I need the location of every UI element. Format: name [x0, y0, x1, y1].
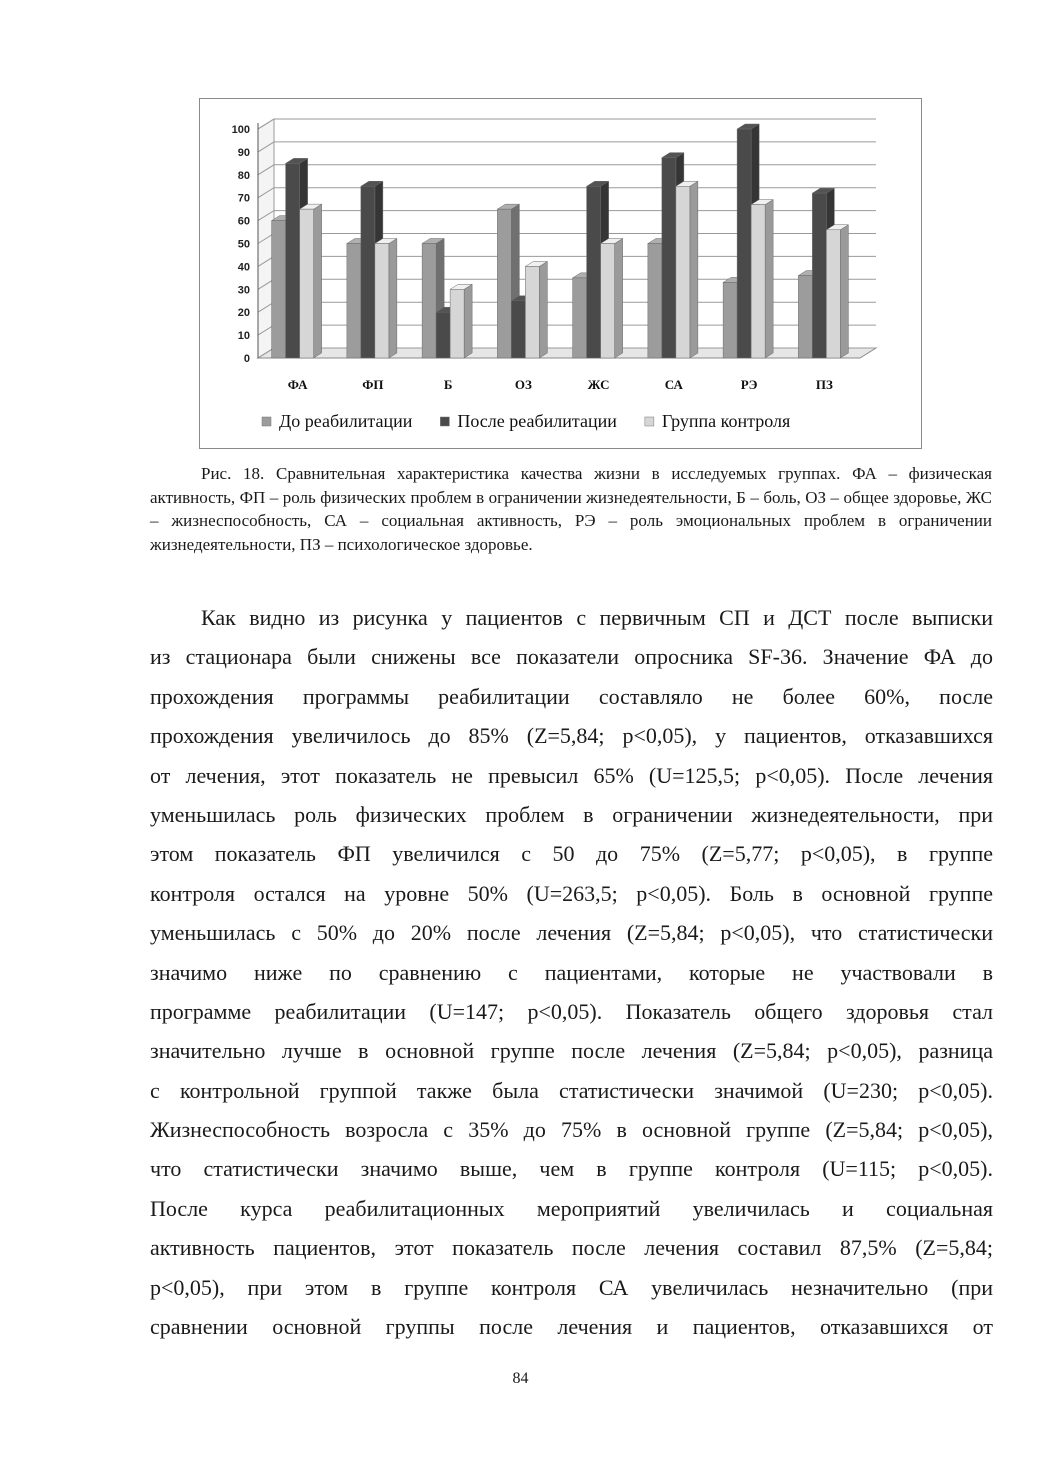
legend-swatch	[262, 417, 271, 426]
bar-chart	[199, 98, 922, 449]
bar-side	[765, 200, 773, 358]
bar	[662, 158, 676, 358]
x-tick-label: ФА	[287, 377, 308, 392]
page-number: 84	[512, 1370, 529, 1387]
body-line: прохождения программы реабилитации составляло не более 60%, после	[150, 683, 993, 709]
bar	[723, 282, 737, 358]
legend-swatch	[440, 417, 449, 426]
bar	[737, 129, 751, 358]
y-tick-label: 80	[237, 169, 250, 182]
bar	[375, 244, 389, 359]
y-tick-label: 100	[231, 124, 250, 136]
gridline	[258, 211, 876, 221]
y-tick-label: 30	[237, 284, 250, 297]
body-text	[150, 598, 993, 1346]
x-tick-label: РЭ	[740, 377, 758, 392]
bar	[300, 209, 314, 358]
body-line: от лечения, этот показатель не превысил 65% (U=125,5; p<0,05). После лечения	[150, 762, 993, 788]
x-tick-label: ЖС	[587, 377, 610, 392]
chart-canvas	[200, 99, 921, 448]
bar	[525, 266, 539, 358]
body-line: p<0,05), при этом в группе контроля СА увеличилась незначительно (при	[150, 1274, 993, 1300]
bar	[648, 244, 662, 359]
y-tick-label: 20	[237, 307, 250, 320]
body-line: прохождения увеличилось до 85% (Z=5,84; p<0,05), у пациентов, отказавшихся	[150, 723, 993, 749]
y-tick-label: 90	[237, 146, 250, 159]
bar	[812, 193, 826, 358]
body-line: что статистически значимо выше, чем в группе контроля (U=115; p<0,05).	[150, 1156, 993, 1182]
x-tick-label: Б	[443, 377, 453, 392]
body-line: контроля остался на уровне 50% (U=263,5; p<0,05). Боль в основной группе	[150, 880, 993, 906]
legend-label: После реабилитации	[457, 411, 617, 431]
bar-side	[389, 239, 397, 359]
body-line: Как видно из рисунка у пациентов с первичным СП и ДСТ после выписки	[201, 605, 993, 630]
bar	[347, 244, 361, 359]
bar	[436, 312, 450, 358]
bar-side	[690, 181, 698, 358]
body-line: уменьшилась с 50% до 20% после лечения (Z=5,84; p<0,05), что статистически	[150, 920, 993, 946]
bar	[422, 244, 436, 359]
bar	[497, 209, 511, 358]
bar-side	[615, 239, 623, 359]
gridline	[258, 165, 876, 175]
y-tick-label: 70	[237, 192, 250, 205]
y-tick-label: 10	[237, 330, 250, 343]
body-line: программе реабилитации (U=147; p<0,05). Показатель общего здоровья стал	[150, 998, 993, 1024]
x-tick-label: ПЗ	[815, 377, 833, 392]
figure-caption	[150, 462, 992, 556]
x-tick-label: ФП	[362, 377, 384, 392]
bar	[826, 230, 840, 358]
body-line: После курса реабилитационных мероприятий увеличилась и социальная	[150, 1195, 993, 1221]
bar	[573, 278, 587, 358]
body-line: этом показатель ФП увеличился с 50 до 75% (Z=5,77; p<0,05), в группе	[150, 841, 993, 867]
body-line: значимо ниже по сравнению с пациентами, которые не участвовали в	[150, 959, 993, 985]
y-tick-label: 40	[237, 261, 250, 274]
legend-swatch	[645, 417, 654, 426]
x-tick-label: СА	[664, 377, 683, 392]
gridline	[258, 119, 876, 129]
bar	[361, 186, 375, 358]
gridline	[258, 188, 876, 198]
bar-side	[314, 204, 322, 358]
bar-side	[539, 261, 547, 358]
y-tick-label: 0	[243, 353, 250, 365]
y-tick-label: 60	[237, 215, 250, 228]
figure-caption-text: Рис. 18. Сравнительная характеристика качества жизни в исследуемых группах. ФА – физическая активность, ФП – роль физических проблем в ограничении жизнедеятельности, Б – боль, ОЗ – общее здоровье, ЖС – жизнеспособность, СА – социальная активность, РЭ – роль эмоциональных проблем в ограничении жизнедеятельности, ПЗ – психологическое здоровье.	[150, 464, 992, 554]
x-tick-label: ОЗ	[514, 377, 532, 392]
bar	[511, 301, 525, 358]
body-line: сравнении основной группы после лечения и пациентов, отказавшихся от	[150, 1314, 993, 1340]
body-line: с контрольной группой также была статистически значимой (U=230; p<0,05).	[150, 1077, 993, 1103]
y-tick-label: 50	[237, 238, 250, 251]
bar-side	[464, 284, 472, 358]
bar	[286, 163, 300, 358]
body-line: активность пациентов, этот показатель после лечения составил 87,5% (Z=5,84;	[150, 1235, 993, 1261]
body-line: из стационара были снижены все показатели опросника SF-36. Значение ФА до	[150, 644, 993, 670]
bar	[450, 289, 464, 358]
legend-label: До реабилитации	[279, 411, 413, 431]
bar	[601, 244, 615, 359]
bar	[798, 276, 812, 358]
legend-label: Группа контроля	[661, 411, 791, 431]
bar	[751, 205, 765, 358]
bar	[676, 186, 690, 358]
body-line: Жизнеспособность возросла с 35% до 75% в основной группе (Z=5,84; p<0,05),	[150, 1117, 993, 1143]
bar-side	[840, 225, 848, 358]
bar	[272, 221, 286, 358]
bar	[587, 186, 601, 358]
body-line: значительно лучше в основной группе после лечения (Z=5,84; p<0,05), разница	[150, 1038, 993, 1064]
gridline	[258, 142, 876, 152]
body-line: уменьшилась роль физических проблем в ограничении жизнедеятельности, при	[150, 801, 993, 827]
